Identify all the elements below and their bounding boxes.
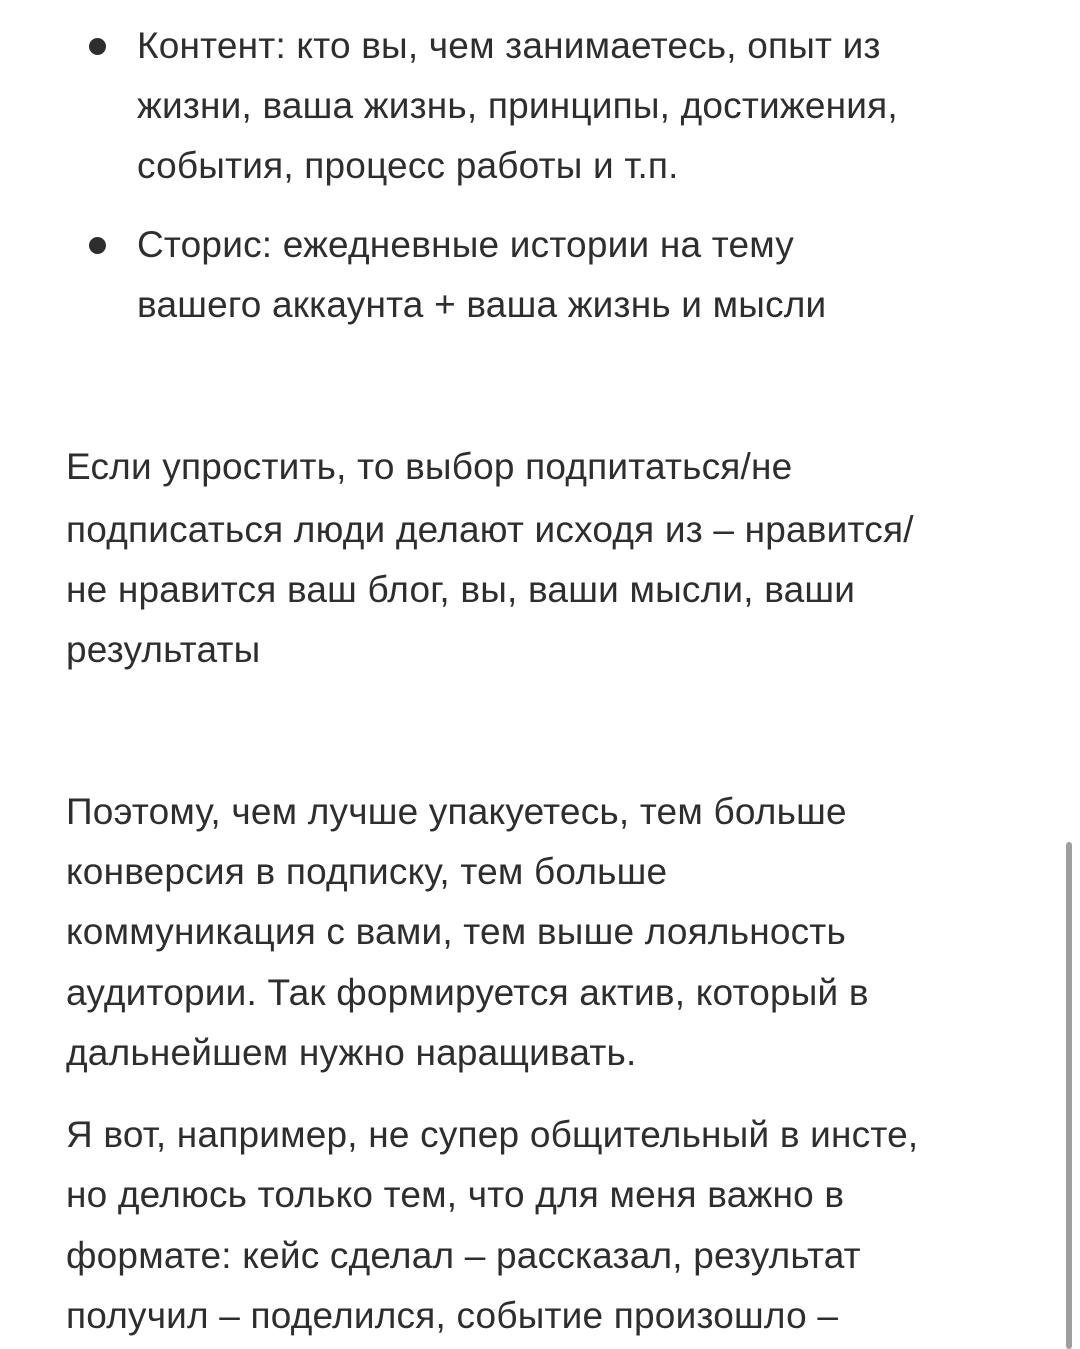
vertical-scrollbar[interactable] [1066,842,1072,1349]
paragraph-line: не нравится ваш блог, вы, ваши мысли, ваши [66,569,856,610]
bullet-text-line: вашего аккаунта + ваша жизнь и мысли [137,284,827,325]
paragraph-line: Поэтому, чем лучше упакуетесь, тем больше [66,791,847,832]
paragraph-line: Я вот, например, не супер общительный в инсте, [66,1114,919,1155]
bullet-text-line: Контент: кто вы, чем занимаетесь, опыт из [137,25,881,66]
bullet-text-line: жизни, ваша жизнь, принципы, достижения, [137,85,898,126]
paragraph-line: результаты [66,629,261,670]
paragraph-line: подписаться люди делают исходя из – нравится/ [66,509,914,550]
paragraph-line: но делюсь только тем, что для меня важно в [66,1174,845,1215]
paragraph-line: формате: кейс сделал – рассказал, результат [66,1235,861,1276]
bullet-dot-icon [89,237,106,254]
paragraph-line: Если упростить, то выбор подпитаться/не [66,446,793,487]
paragraph-line: дальнейшем нужно наращивать. [66,1032,637,1073]
paragraph-line: получил – поделился, событие произошло – [66,1295,839,1336]
paragraph-line: коммуникация с вами, тем выше лояльность [66,911,846,952]
bullet-text-line: события, процесс работы и т.п. [137,145,679,186]
bullet-text-line: Сторис: ежедневные истории на тему [137,224,794,265]
paragraph-line: конверсия в подписку, тем больше [66,851,668,892]
bullet-dot-icon [89,38,106,55]
paragraph-line: аудитории. Так формируется актив, который в [66,972,869,1013]
